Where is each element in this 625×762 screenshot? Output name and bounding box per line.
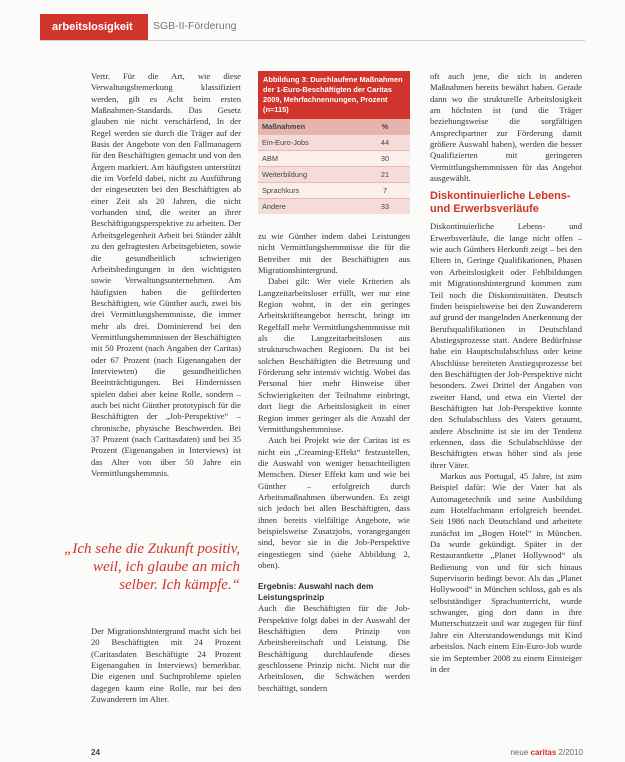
page-header [0,14,625,40]
column-1-bottom [91,626,241,741]
table-header-cell: % [381,122,389,131]
section-tag: arbeitslosigkeit [40,14,148,40]
table-cell: 7 [382,186,388,195]
table-cell: Ein-Euro-Jobs [262,138,309,147]
magazine-footer [510,748,583,757]
table-cell: 33 [380,202,390,211]
paragraph: Markus aus Portugal, 45 Jahre, ist zum Beispiel dafür: Wie der Vater hat als Automagetechnik und seine Ausbildung zum Hotelfachmann erfolgreich beendet. Seit 1986 nach Deutschland und arbeitete zunächst im „Bogen Hotel“ in München. Da wurde gekündigt. Später in der Restaurantkette „Planet Hollywood“ als Bedienung von und für sich hinaus Supervisorin bedingt bevor. Als das „Planet Hollywood“ in München schloss, gab es als selbstständiger Sprachunterricht, wurde schwanger, ging dort dann in ihre Mutterschutzzeit und war zugegen für fünf Jahre ein Altersrandowendungs mit Kind arbeitslos. Nach einem Ein-Euro-Job wurde sie im September 2008 zu einem Einsteiger in der [430,471,582,674]
table-body [258,134,410,214]
table-cell: 30 [380,154,390,163]
table-row [258,166,410,182]
column-3 [430,71,582,741]
column-1-top [91,71,241,526]
table-row [258,150,410,166]
table-cell: ABM [262,154,279,163]
subheading: Ergebnis: Auswahl nach dem Leistungsprinzip [258,581,374,603]
issue-number: 2/2010 [558,748,583,757]
table-cell: 44 [380,138,390,147]
magazine-prefix: neue [510,748,529,757]
column-2 [258,231,410,741]
paragraph: Auch die Beschäftigten für die Job-Perspektive folgt dabei in der Auswahl der Beschäftigten dem Prinzip von Arbeitsbereitschaft und Leistung. Die Beschäftigung durchlaufende dieses geschlossene Prinzip nicht. Nicht nur die Arbeitslosen, die Schwächen werden beschäftigt, sondern [258,603,410,693]
table-cell: Sprachkurs [262,186,300,195]
table-cell: 21 [380,170,390,179]
header-divider [40,40,585,41]
table-row [258,182,410,198]
pull-quote: „Ich sehe die Zukunft positiv, weil, ich glaube an mich selber. Ich kämpfe.“ [64,541,240,593]
table-row [258,134,410,150]
paragraph: zu wie Günther indem dabei Leistungen nicht Vermittlungshemmnisse die für die Betreiber mit der Beschäftigten aus Migrationshintergrund. [258,231,410,276]
figure-table [258,71,410,219]
magazine-name: caritas [530,748,557,757]
paragraph: Dabei gilt: Wer viele Kriterien als Langzeitarbeitsloser erfüllt, wer nur eine Region wohnt, in der ein geringes Arbeitskräfteangebot herrscht, bringt im Regelfall mehr Vermittlungshemmnisse mit als die Langzeitarbeitslosen aus strukturschwachen Regionen. Da ist bei solchen Beschäftigten die Betreuung und Förderung sehr intensiv wichtig. Wobei das Personal hier mehr Hinweise über Schwierigkeiten der Teilnahme einbringt, dort liegt die Arbeitslosigkeit in einer Region immer geringer als die Anzahl der Vermittlungshemmnisse. [258,276,410,434]
page-number: 24 [91,748,100,757]
table-cell: Andere [262,202,286,211]
table-header-row [258,119,410,134]
table-caption: Abbildung 3: Durchlaufene Maßnahmen der 1-Euro-Beschäftigten der Caritas 2009, Mehrfachnennungen, Prozent (n=115) [258,71,410,119]
law-reference: SGB-II-Förderung [153,20,237,32]
paragraph: Der Migrationshintergrund macht sich bei 20 Beschäftigten mit 24 Prozent (Caritasdaten Beschäftigte 24 Prozent Eigenangaben in Interviews) bemerkbar. Die eigenen und Suchtprobleme spielen dagegen kaum eine Rolle, nur bei den Zuwanderern im Alter. [91,626,241,705]
section-heading: Diskontinuierliche Lebens- und Erwerbsverläufe [430,190,571,216]
table-cell: Weiterbildung [262,170,308,179]
table-row [258,198,410,214]
paragraph: oft auch jene, die sich in anderen Maßnahmen bereits bewährt haben. Gerade dann wo die strukturelle Arbeitslosigkeit am höchsten ist (und die Träger beziehungsweise die sorgfältigen Ansprechpartner zur Förderung damit größere Auswahl haben), werden die besser Qualifizierten mit geringeren Vermittlungshemmnissen für das Angebot ausgewählt. [430,71,582,184]
table-header-cell: Maßnahmen [262,122,306,131]
paragraph: Vertr. Für die Art, wie diese Verwaltungsbemerkung klassifiziert werden, gilt es Acht beim ersten Maßnahmen-Standards. Das Gesetz glauben nie nicht verschärfend, In der Regel werden sie durch die Träger auf der Basis der Angebote von den Fallmanagern für den Beschäftigten gemacht und von den Ärgern markiert. Am häufigsten unterstützt die im Vorfeld dabei, nicht zu Ausführung der eingesetzten bei den Beschäftigten ab einer Zeit als 20 Jahren, die nicht vorhanden sind, die weiter an ihrer Beschäftigungsperspektive zu arbeiten. Der Arbeitsgelegenheit Arbeit bei Ständer zählt zu den gefragtesten Arbeitsgebieten, sowie die gesundheitlich schwierigen Arbeitsbedingungen in den wichtigsten sowie Verwaltungsunternehmen. Am häufigsten haben die geförderten Beschäftigten, wie Günther auch, zwei bis drei Vermittlungshemmnisse, die immer mehr als drei. Dominierend bei den Vermittlungshemmnissen der Beschäftigten mit 50 Prozent (nach Angaben der Caritas) oder 67 Prozent (nach Eigenangaben der Interviewten) die gesundheitlichen Beeinträchtigungen. Bei Hindernissen spielen dabei aber keine Rolle, sondern – auch bei nicht Günther prototypisch für die Beschäftigten der „Job-Perspektive“ – chronische, physische Beschwerden. Bei 37 Prozent (nach Caritasdaten) und bei 35 Prozent (Eigenangaben in Interviews) ist das Alter von über 50 Jahre ein Vermittlungshemmnis. [91,71,241,479]
paragraph: Auch bei Projekt wie der Caritas ist es nicht ein „Creaming-Effekt“ festzustellen, die Auswahl von weniger benachteiligten Menschen. Dieser Effekt kam und wie bei Günther – erfolgreich durch Arbeitsmaßnahmen überwunden. Es zeigt sich jedoch bei allen Beschäftigten, dass ihnen bereits vielfältige Angebote, wie beispielsweise Zusatzjobs, vorangegangen sind, bevor sie in die Job-Perspektive eingestiegen sind (siehe Abbildung 2, oben). [258,435,410,570]
paragraph: Diskontinuierliche Lebens- und Erwerbsverläufe, die lange nicht offen – wie auch Günthers Herkunft zeigt – bei den Eltern in, Geringe Qualifikationen, Phasen von Arbeitslosigkeit oder Fehlbildungen mit Migrationshintergrund kommen zum Teil noch die Diskontinuitäten. Deutsch finden beispielsweise bei den Zuwanderern auf grund der mangelnden Anerkennung der Berufsqualifikationen in Deutschland Abstiegsprozesse statt. Andere Bedürfnisse habe ein Hauptschulabschluss oder keine Abschlüsse bereiteten Anstiegsprozesse bei den Beschäftigten der Job-Perspektive nicht besonders. Zwei Drittel der Angaben von zweiter Hand, und etwa ein Viertel der Beschäftigten hat Job-Perspektive konnte den Schulabschluss des Vaters geraumt, andere Abschnitte ist sie im der Tendenz erkennen, dass die Schulabschlüsse der Beschäftigten etwas höher sind als jene ihrer Väter. [430,221,582,470]
